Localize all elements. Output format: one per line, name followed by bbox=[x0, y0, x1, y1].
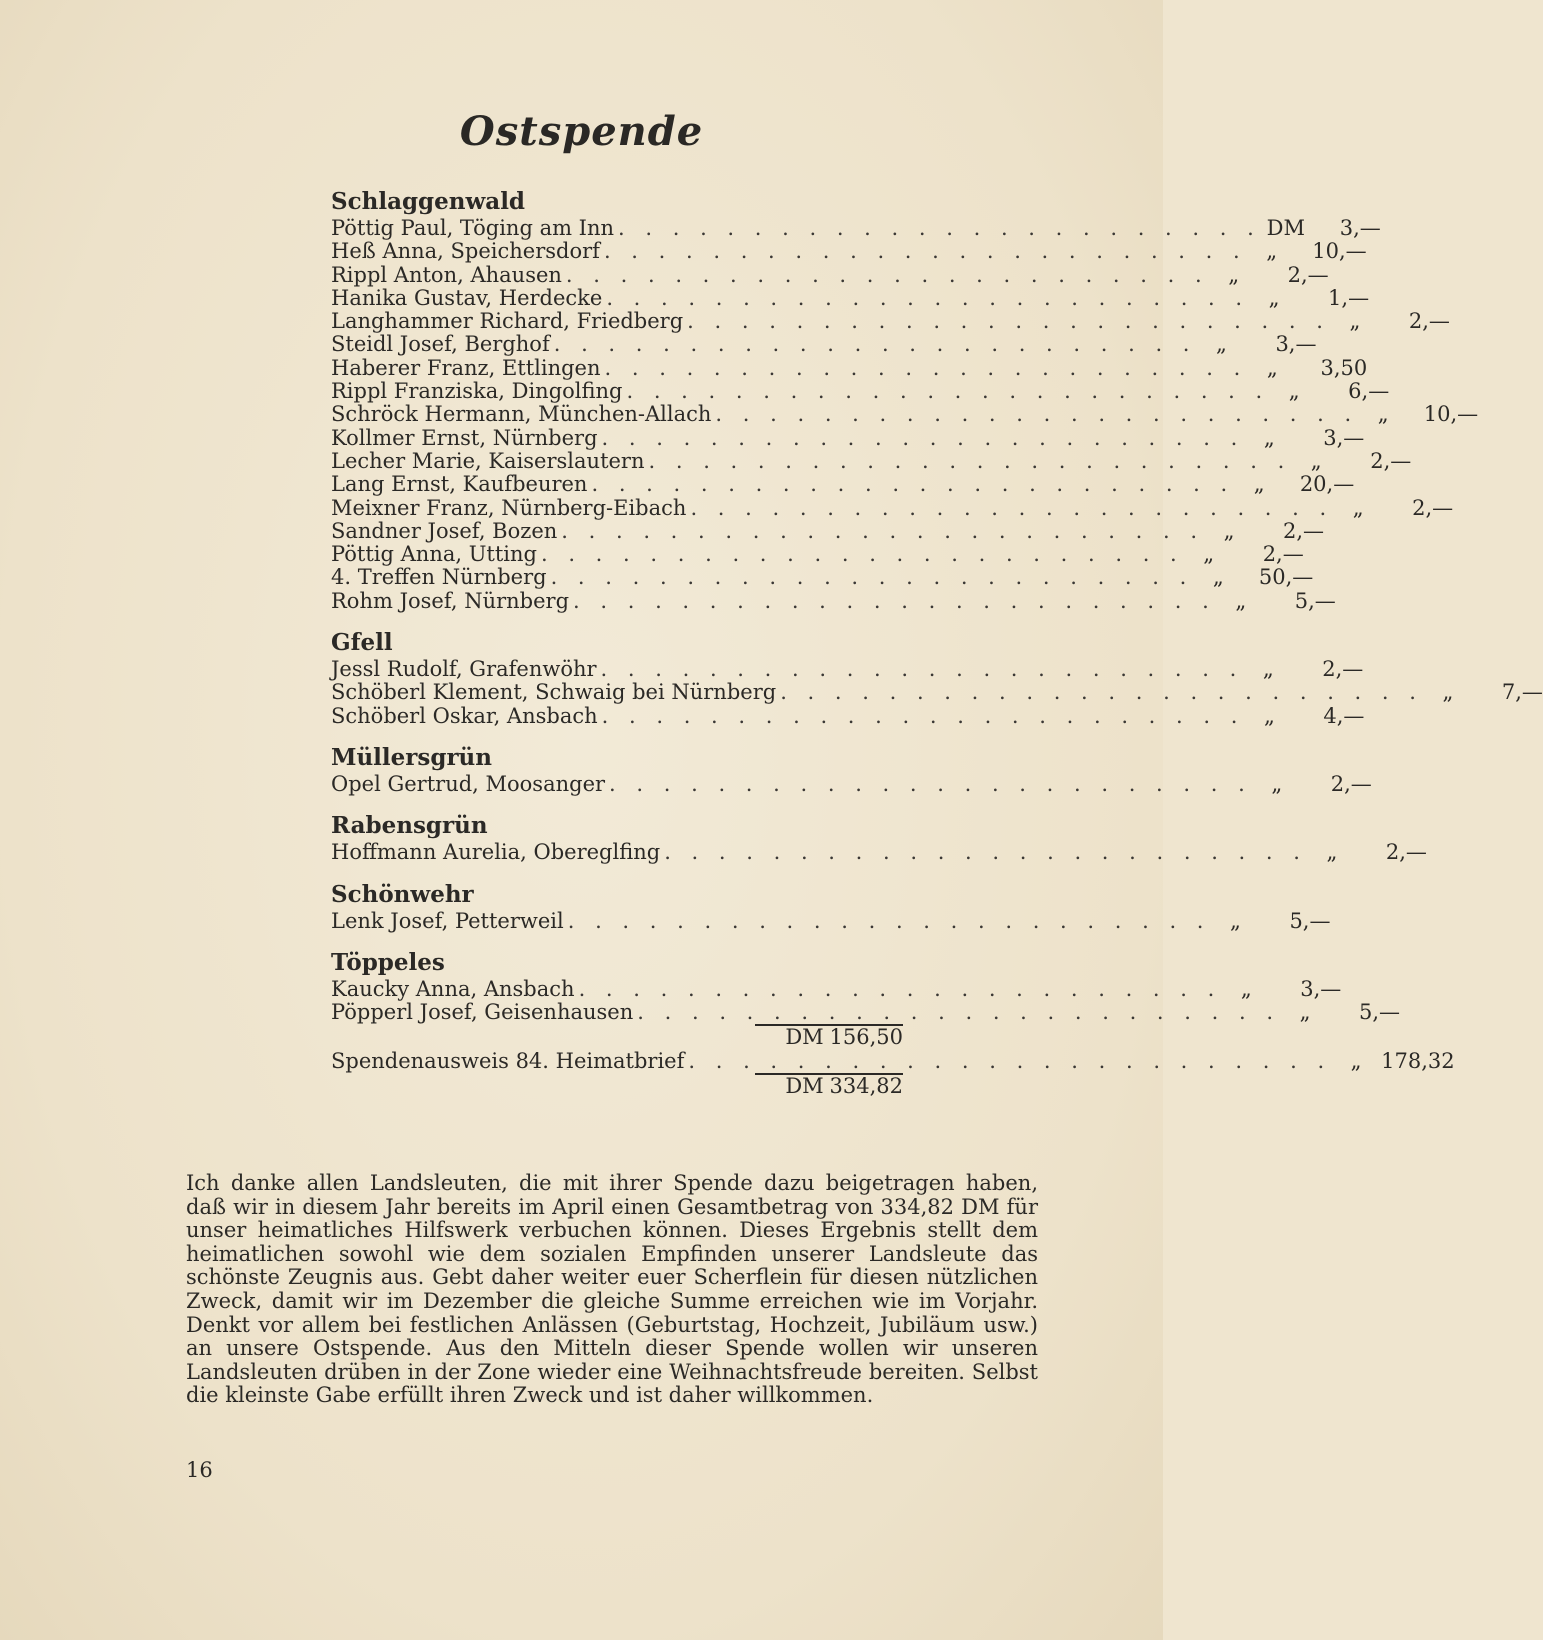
leader-dots: . . . . . . . . . . . . . . . . . . . . . . . . bbox=[688, 1048, 1332, 1073]
donation-amount: 334,82 bbox=[829, 1074, 903, 1099]
currency-mark: DM bbox=[785, 1025, 824, 1050]
donor-name: Lang Ernst, Kaufbeuren bbox=[331, 472, 588, 497]
donation-section bbox=[331, 627, 1543, 728]
donation-row bbox=[331, 472, 1355, 497]
leader-dots: . . . . . . . . . . . . . . . . . . . . . . . . bbox=[604, 355, 1248, 380]
leader-dots: . . . . . . . . . . . . . . . . . . . . . . . . bbox=[601, 703, 1245, 728]
donation-amount: 10,— bbox=[1423, 402, 1479, 427]
currency-mark: „ bbox=[1326, 840, 1338, 865]
leader-dots: . . . . . . . . . . . . . . . . . . . . . . . . bbox=[690, 495, 1334, 520]
leader-dots: . . . . . . . . . . . . . . . . . . . . . . . . bbox=[553, 332, 1197, 357]
donation-row bbox=[331, 1026, 903, 1049]
leader-dots: . . . . . . . . . . . . . . . . . . . . . . . . bbox=[591, 472, 1235, 497]
donation-row bbox=[331, 262, 1329, 287]
donation-amount: 2,— bbox=[1262, 542, 1304, 567]
currency-mark: „ bbox=[1212, 565, 1224, 590]
donation-amount: 5,— bbox=[1294, 588, 1336, 613]
currency-mark: „ bbox=[1263, 703, 1275, 728]
donor-name: Schöberl Oskar, Ansbach bbox=[331, 703, 598, 728]
section-heading: Töppeles bbox=[331, 948, 445, 976]
donor-name: Rippl Franziska, Dingolfing bbox=[331, 379, 623, 404]
donor-name: Hanika Gustav, Herdecke bbox=[331, 285, 603, 310]
donation-row bbox=[331, 565, 1314, 590]
currency-mark: „ bbox=[1266, 239, 1278, 264]
donation-amount: 2,— bbox=[1330, 771, 1372, 796]
currency-mark: „ bbox=[1203, 542, 1215, 567]
leader-dots: . . . . . . . . . . . . . . . . . . . . . . . . bbox=[561, 518, 1205, 543]
donation-amount: 2,— bbox=[1408, 309, 1450, 334]
donation-row bbox=[331, 518, 1325, 543]
currency-mark: „ bbox=[1310, 448, 1322, 473]
donor-name: Opel Gertrud, Moosanger bbox=[331, 771, 606, 796]
donation-row bbox=[331, 448, 1412, 473]
leader-dots: . . . . . . . . . . . . . . . . . . . . . . . . bbox=[687, 309, 1330, 334]
donation-section bbox=[331, 810, 1427, 865]
leader-dots: . . . . . . . . . . . . . . . . . . . . . . . . bbox=[603, 239, 1247, 264]
donation-row bbox=[331, 239, 1367, 264]
donation-section bbox=[331, 186, 1479, 613]
leader-dots: . . . . . . . . . . . . . . . . . . . . . . . . bbox=[618, 216, 1261, 240]
donation-section bbox=[331, 742, 1372, 796]
donation-amount: 2,— bbox=[1385, 840, 1427, 865]
donation-row bbox=[331, 379, 1390, 404]
page-number: 16 bbox=[186, 1458, 213, 1482]
currency-mark: „ bbox=[1228, 262, 1240, 287]
leader-dots bbox=[331, 1075, 780, 1098]
page-title: Ostspende bbox=[459, 108, 704, 155]
donation-amount: 2,— bbox=[1322, 657, 1364, 682]
section-heading: Müllersgrün bbox=[331, 743, 492, 771]
donor-name: Lecher Marie, Kaiserslautern bbox=[331, 448, 645, 473]
donor-name: Pöttig Anna, Utting bbox=[331, 542, 537, 567]
leader-dots: . . . . . . . . . . . . . . . . . . . . . . . . bbox=[567, 908, 1211, 933]
currency-mark: „ bbox=[1268, 285, 1280, 310]
donation-amount: 156,50 bbox=[829, 1025, 903, 1050]
section-heading: Schlaggenwald bbox=[331, 188, 526, 215]
donation-row bbox=[331, 1048, 1455, 1073]
donor-name: Rohm Josef, Nürnberg bbox=[331, 588, 570, 613]
currency-mark: „ bbox=[1235, 588, 1247, 613]
currency-mark: „ bbox=[1377, 402, 1389, 427]
donation-row bbox=[331, 309, 1450, 334]
donor-name: Schöberl Klement, Schwaig bei Nürnberg bbox=[331, 680, 777, 705]
donation-row bbox=[331, 402, 1479, 427]
donation-row bbox=[331, 703, 1365, 728]
donation-amount: 1,— bbox=[1328, 285, 1370, 310]
donation-amount: 2,— bbox=[1370, 448, 1412, 473]
leader-dots: . . . . . . . . . . . . . . . . . . . . . . . . bbox=[550, 565, 1194, 590]
currency-mark: „ bbox=[1266, 355, 1278, 380]
section-heading: Rabensgrün bbox=[331, 812, 488, 840]
donation-row bbox=[331, 680, 1543, 705]
donation-amount: 5,— bbox=[1358, 1000, 1401, 1025]
donor-name: Meixner Franz, Nürnberg-Eibach bbox=[331, 495, 687, 520]
donation-amount: 2,— bbox=[1282, 518, 1325, 543]
donation-row bbox=[331, 216, 1381, 240]
currency-mark: „ bbox=[1216, 332, 1227, 357]
section-heading: Gfell bbox=[331, 629, 393, 657]
closing-paragraph: Ich danke allen Landsleuten, die mit ihrer Spende dazu beigetragen haben, daß wir in diesem Jahr bereits im April einen Gesamtbetrag von 334,82 DM für unser heimatliches Hilfswerk verbuchen können. Dieses Ergebnis stellt dem heimatlichen sowohl wie dem sozialen Empfinden unserer Landsleute das schönste Zeugnis aus. Gebt daher weiter euer Scherflein für diesen nützlichen Zweck, damit wir im Dezember die gleiche Summe erreichen wie im Vorjahr. Denkt vor allem bei festlichen Anlässen (Geburtstag, Hochzeit, Jubiläum usw.) an unsere Ostspende. Aus den Mitteln dieser Spende wollen wir unseren Landsleuten drüben in der Zone wieder eine Weihnachtsfreude bereiten. Selbst die kleinste Gabe erfüllt ihren Zweck und ist daher willkommen. bbox=[186, 1171, 1038, 1408]
donation-amount: 5,— bbox=[1289, 908, 1331, 933]
donor-name: Kollmer Ernst, Nürnberg bbox=[331, 425, 598, 450]
leader-dots: . . . . . . . . . . . . . . . . . . . . . . . . bbox=[715, 402, 1359, 427]
donation-amount: 2,— bbox=[1287, 262, 1329, 287]
donation-row bbox=[331, 771, 1372, 796]
donor-name: Pöpperl Josef, Geisenhausen bbox=[331, 1000, 634, 1025]
donation-amount: 3,50 bbox=[1320, 355, 1368, 380]
currency-mark: DM bbox=[1266, 216, 1305, 240]
donation-row bbox=[331, 657, 1364, 682]
donation-row bbox=[331, 355, 1368, 380]
donation-amount: 50,— bbox=[1258, 565, 1314, 590]
currency-mark: „ bbox=[1263, 425, 1275, 450]
currency-mark: „ bbox=[1352, 495, 1364, 520]
donation-section bbox=[331, 947, 1401, 1025]
donation-row bbox=[331, 285, 1370, 310]
donation-row bbox=[331, 1000, 1401, 1025]
donation-row bbox=[331, 1075, 903, 1098]
leader-dots: . . . . . . . . . . . . . . . . . . . . . . . . bbox=[601, 425, 1245, 450]
donor-name: Pöttig Paul, Töging am Inn bbox=[331, 216, 615, 240]
donation-row bbox=[331, 542, 1304, 567]
donation-amount: 10,— bbox=[1312, 239, 1367, 264]
section-heading: Schönwehr bbox=[331, 880, 474, 908]
leader-dots: . . . . . . . . . . . . . . . . . . . . . . . . bbox=[540, 542, 1184, 567]
donation-row bbox=[331, 908, 1331, 933]
donor-name: Langhammer Richard, Friedberg bbox=[331, 309, 684, 334]
currency-mark: „ bbox=[1253, 472, 1265, 497]
donation-amount: 2,— bbox=[1412, 495, 1454, 520]
currency-mark: DM bbox=[785, 1074, 824, 1099]
donor-name: Spendenausweis 84. Heimatbrief bbox=[331, 1048, 685, 1073]
donation-amount: 3,— bbox=[1275, 332, 1317, 357]
donor-name: Kaucky Anna, Ansbach bbox=[331, 976, 575, 1001]
donation-amount: 4,— bbox=[1323, 703, 1365, 728]
donation-row bbox=[331, 332, 1317, 357]
donation-section bbox=[331, 879, 1331, 933]
donation-amount: 3,— bbox=[1323, 425, 1365, 450]
currency-mark: „ bbox=[1288, 379, 1300, 404]
currency-mark: „ bbox=[1442, 680, 1454, 705]
donation-row bbox=[331, 495, 1454, 520]
leader-dots: . . . . . . . . . . . . . . . . . . . . . . . . bbox=[648, 448, 1292, 473]
leader-dots: . . . . . . . . . . . . . . . . . . . . . . . . bbox=[664, 840, 1307, 865]
donation-row bbox=[331, 588, 1336, 613]
currency-mark: „ bbox=[1240, 976, 1252, 1001]
currency-mark: „ bbox=[1223, 518, 1235, 543]
donation-list bbox=[331, 186, 1543, 1099]
leader-dots: . . . . . . . . . . . . . . . . . . . . . . . . bbox=[565, 262, 1209, 287]
donation-amount: 3,— bbox=[1339, 216, 1381, 240]
donor-name: Rippl Anton, Ahausen bbox=[331, 262, 562, 287]
donor-name: Heß Anna, Speichersdorf bbox=[331, 239, 600, 264]
leader-dots: . . . . . . . . . . . . . . . . . . . . . . . . bbox=[606, 285, 1250, 310]
donation-amount: 7,— bbox=[1501, 680, 1543, 705]
leader-dots: . . . . . . . . . . . . . . . . . . . . . . . . bbox=[626, 379, 1270, 404]
donor-name: Lenk Josef, Petterweil bbox=[331, 908, 564, 933]
leader-dots: . . . . . . . . . . . . . . . . . . . . . . . . bbox=[578, 976, 1222, 1001]
currency-mark: „ bbox=[1230, 908, 1241, 933]
leader-dots: . . . . . . . . . . . . . . . . . . . . . . . . bbox=[609, 771, 1252, 796]
currency-mark: „ bbox=[1271, 771, 1283, 796]
donor-name: Hoffmann Aurelia, Obereglfing bbox=[331, 840, 661, 865]
donation-row bbox=[331, 840, 1427, 865]
donor-name: Schröck Hermann, München-Allach bbox=[331, 402, 712, 427]
donation-amount: 20,— bbox=[1299, 472, 1355, 497]
leader-dots: . . . . . . . . . . . . . . . . . . . . . . . . bbox=[600, 657, 1244, 682]
donor-name: Jessl Rudolf, Grafenwöhr bbox=[331, 657, 597, 682]
donor-name: 4. Treffen Nürnberg bbox=[331, 565, 547, 590]
currency-mark: „ bbox=[1350, 1048, 1362, 1073]
currency-mark: „ bbox=[1262, 657, 1274, 682]
leader-dots: . . . . . . . . . . . . . . . . . . . . . . . . bbox=[573, 588, 1216, 613]
donation-row bbox=[331, 976, 1342, 1001]
leader-dots bbox=[331, 1026, 780, 1049]
leader-dots: . . . . . . . . . . . . . . . . . . . . . . . . bbox=[637, 1000, 1281, 1025]
donation-amount: 6,— bbox=[1348, 379, 1390, 404]
donation-amount: 178,32 bbox=[1381, 1048, 1455, 1073]
donor-name: Sandner Josef, Bozen bbox=[331, 518, 558, 543]
currency-mark: „ bbox=[1349, 309, 1361, 334]
currency-mark: „ bbox=[1299, 1000, 1311, 1025]
donor-name: Steidl Josef, Berghof bbox=[331, 332, 550, 357]
donation-amount: 3,— bbox=[1300, 976, 1342, 1001]
donation-row bbox=[331, 425, 1365, 450]
donor-name: Haberer Franz, Ettlingen bbox=[331, 355, 601, 380]
leader-dots: . . . . . . . . . . . . . . . . . . . . . . . . bbox=[780, 680, 1423, 705]
